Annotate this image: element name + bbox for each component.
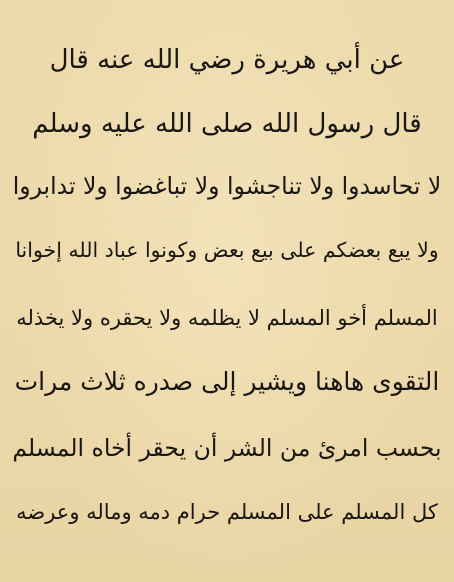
calligraphy-line-1: عن أبي هريرة رضي الله عنه قال — [49, 45, 405, 75]
calligraphy-line-8: كل المسلم على المسلم حرام دمه وماله وعرضه — [16, 500, 438, 524]
calligraphy-line-5: المسلم أخو المسلم لا يظلمه ولا يحقره ولا يخذله — [16, 306, 438, 330]
calligraphy-line-3: لا تحاسدوا ولا تناجشوا ولا تباغضوا ولا تدابروا — [12, 172, 442, 200]
calligraphy-line-2: قال رسول الله صلى الله عليه وسلم — [32, 109, 422, 139]
calligraphy-line-4: ولا يبع بعضكم على بيع بعض وكونوا عباد الله إخوانا — [15, 238, 439, 262]
calligraphy-line-7: بحسب امرئ من الشر أن يحقر أخاه المسلم — [12, 434, 442, 462]
calligraphy-line-6: التقوى هاهنا ويشير إلى صدره ثلاث مرات — [14, 367, 440, 396]
